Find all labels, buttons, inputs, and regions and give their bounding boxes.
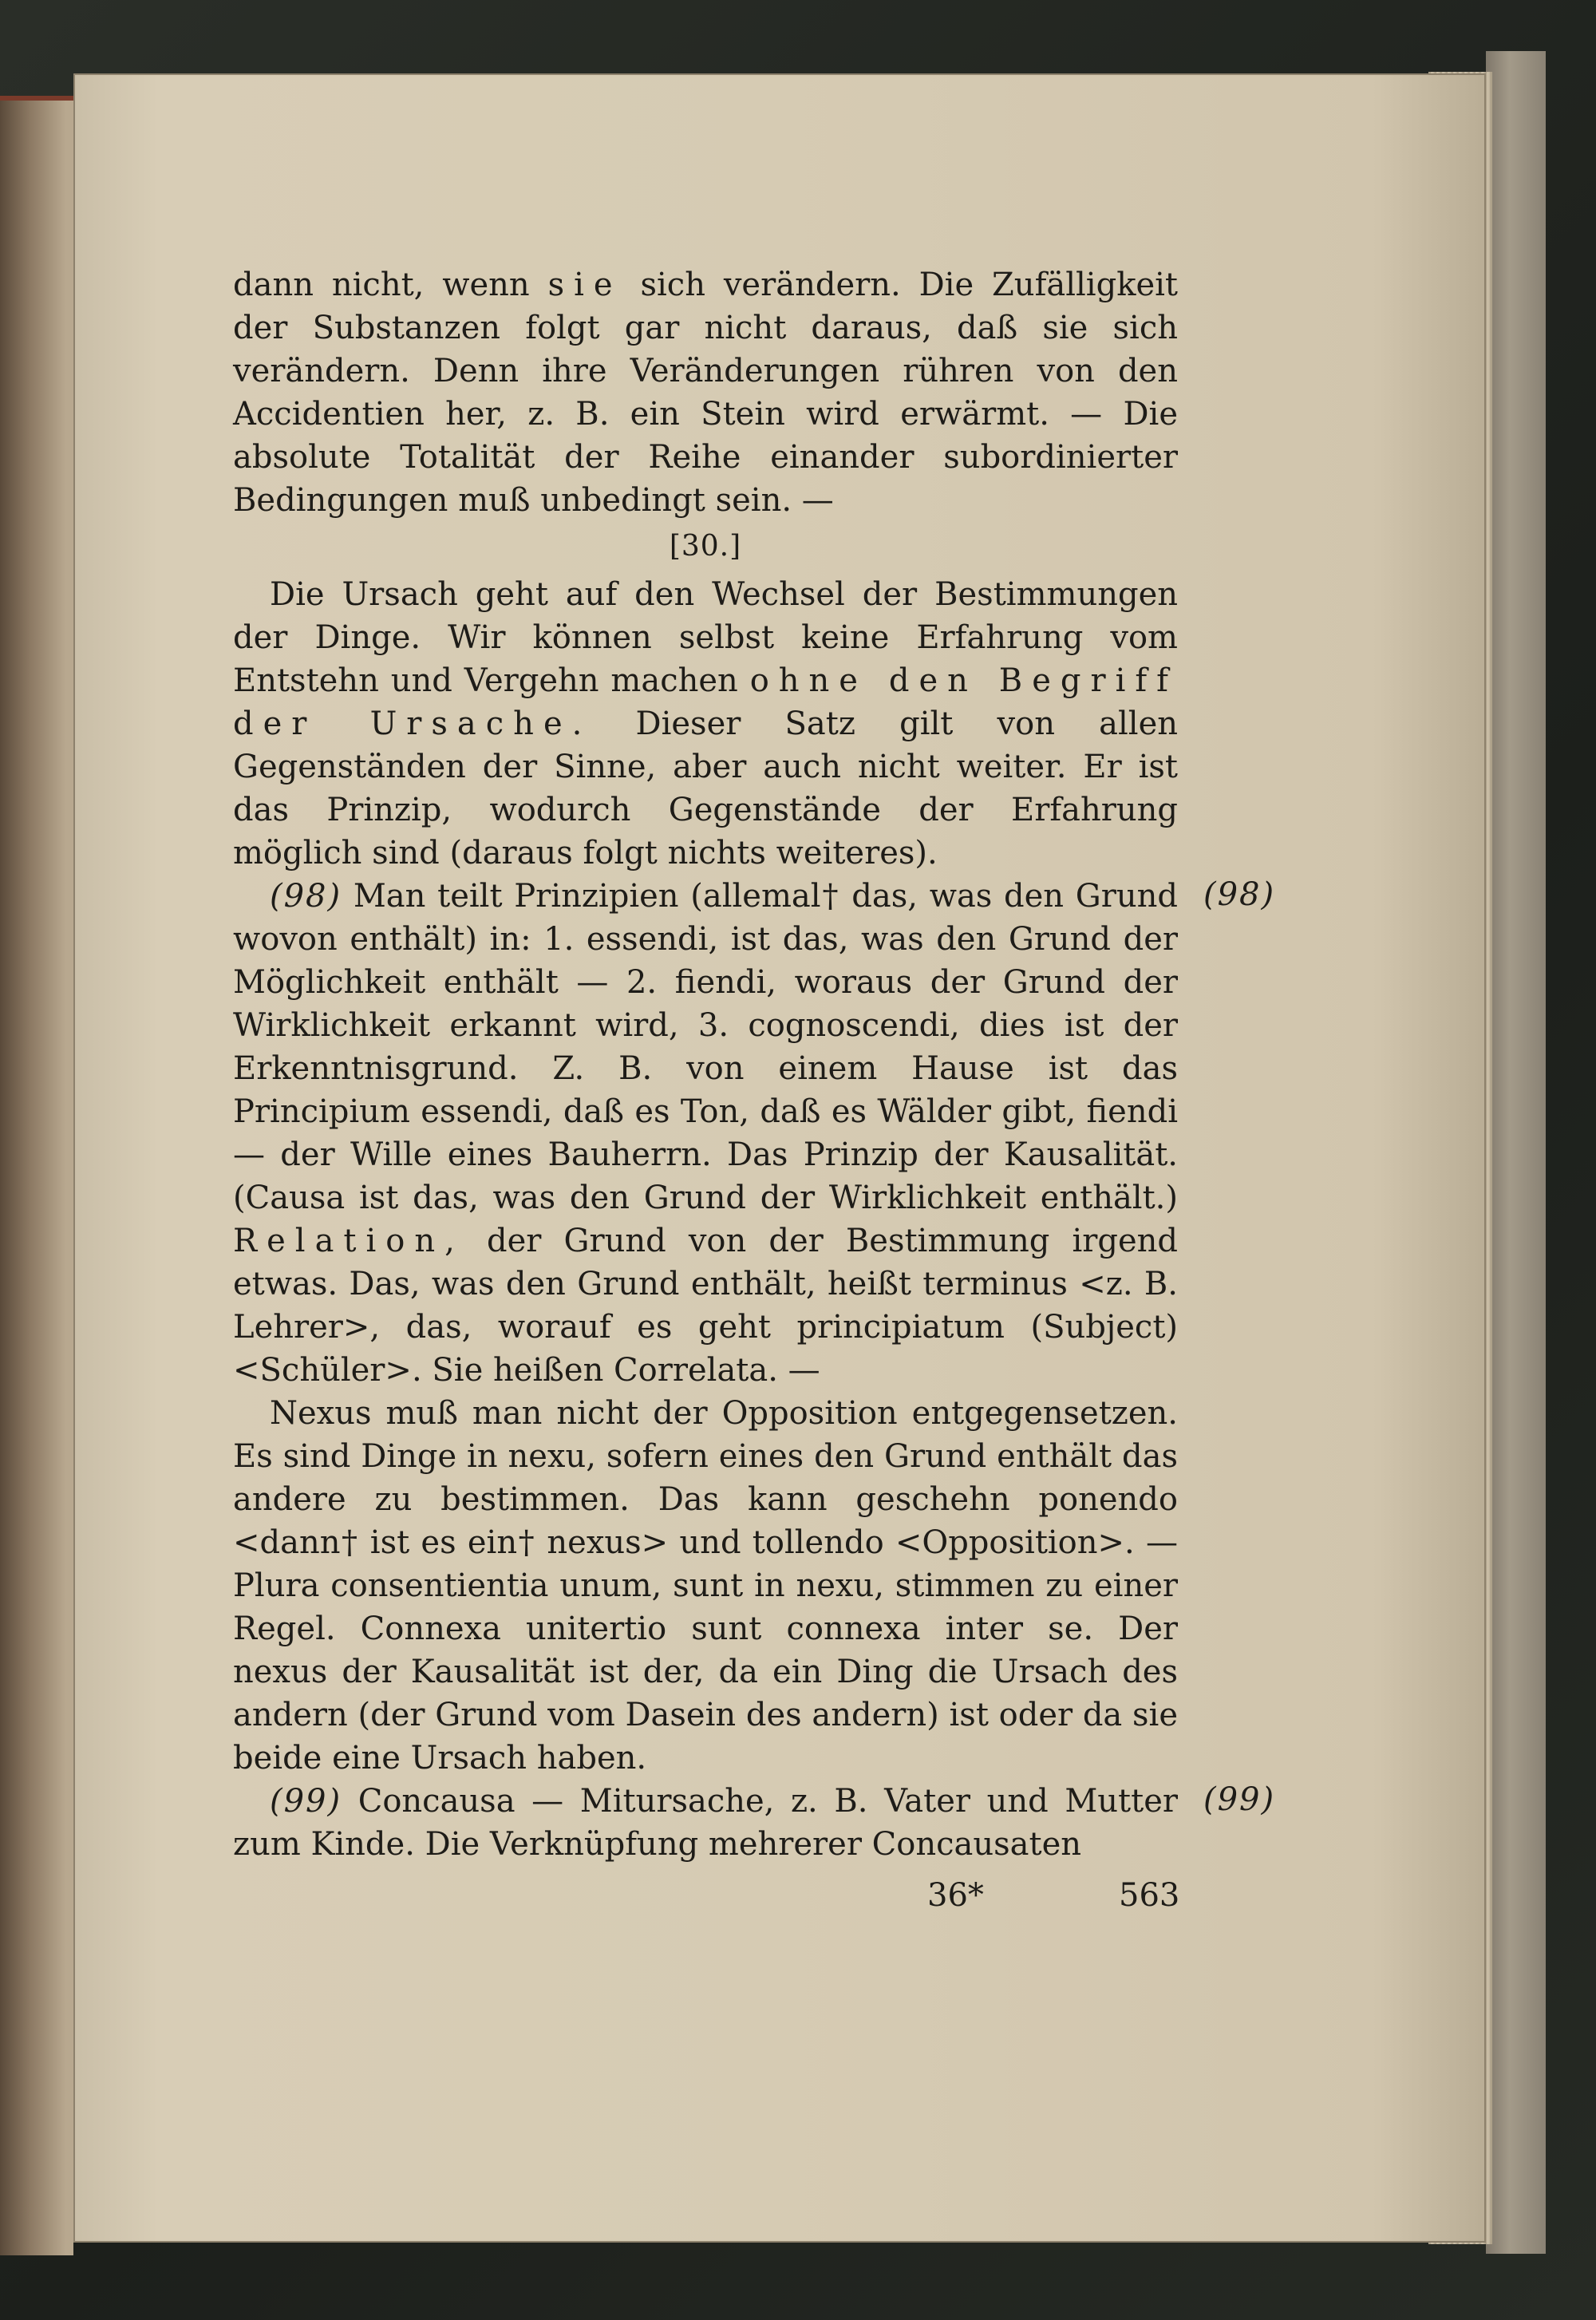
- paragraph-3-end: der Grund von der Bestimmung irgend etwas. Das, was den Grund enthält, heißt terminus <z. B. Lehrer>, das, worauf es geht principiatum (Subject) <Schüler>. Sie heißen Correlata. —: [233, 1223, 1178, 1389]
- signature-mark: 36*: [927, 1877, 984, 1914]
- paragraph-2-start: Die Ursach geht auf den Wechsel der Bestimmungen der Dinge. Wir können selbst keine Erfahrung vom Entstehn und Vergehn machen: [233, 576, 1178, 699]
- paragraph-4: Nexus muß man nicht der Opposition entgegensetzen. Es sind Dinge in nexu, sofern eines den Grund enthält das andere zu bestimmen. Das kann geschehn ponendo <dann† ist es ein† nexus> und tollendo <Opposition>. — Plura consentientia unum, sunt in nexu, stimmen zu einer Regel. Connexa unitertio sunt connexa inter se. Der nexus der Kausalität ist der, da ein Ding die Ursach des andern (der Grund vom Dasein des andern) ist oder da sie beide eine Ursach haben.: [233, 1395, 1178, 1777]
- margin-marker-98: (98): [1203, 876, 1276, 913]
- inline-marker-98: (98): [270, 878, 342, 915]
- inline-marker-99: (99): [270, 1783, 342, 1820]
- paragraph-3: [233, 875, 1178, 1392]
- paragraph-1: [233, 263, 1178, 522]
- page-body-text: [233, 263, 1178, 1866]
- paragraph-5-text: Concausa — Mitursache, z. B. Vater und Mutter zum Kinde. Die Verknüpfung mehrerer Concausaten: [233, 1783, 1179, 1863]
- margin-marker-99: (99): [1203, 1781, 1276, 1818]
- paragraph-3-start: Man teilt Prinzipien (allemal† das, was den Grund wovon enthält) in: 1. essendi, ist das, was den Grund der Möglichkeit enthält — 2. fiendi, woraus der Grund der Wirklichkeit erkannt wird, 3. cognoscendi, dies ist der Erkenntnisgrund. Z. B. von einem Hause ist das Principium essendi, daß es Ton, daß es Wälder gibt, fiendi — der Wille eines Bauherrn. Das Prinzip der Kausalität. (Causa ist das, was den Grund der Wirklichkeit enthält.): [233, 878, 1178, 1216]
- section-marker: [30.]: [669, 530, 742, 563]
- emphasized-word-relation: Relation,: [233, 1223, 464, 1259]
- paragraph-1-rest: sich verändern. Die Zufälligkeit der Substanzen folgt gar nicht daraus, daß sie sich verändern. Denn ihre Veränderungen rühren von den Accidentien her, z. B. ein Stein wird erwärmt. — Die absolute Totalität der Reihe einander subordinierter Bedingungen muß unbedingt sein. —: [233, 267, 1178, 519]
- page-number: 563: [1119, 1877, 1180, 1914]
- emphasized-word-sie: sie: [547, 267, 622, 303]
- paragraph-2: [233, 573, 1178, 875]
- left-page-edge: [0, 96, 73, 2255]
- emphasized-phrase-ohne-den-begriff: ohne den Begriff der Ursache.: [233, 662, 1178, 742]
- paragraph-5: [233, 1780, 1178, 1866]
- book-board-edge: [1486, 51, 1546, 2254]
- paragraph-1-start: dann nicht, wenn: [233, 267, 530, 303]
- paragraph-2-end: Dieser Satz gilt von allen Gegenständen der Sinne, aber auch nicht weiter. Er ist das Prinzip, wodurch Gegenstände der Erfahrung möglich sind (daraus folgt nichts weiteres).: [233, 705, 1178, 871]
